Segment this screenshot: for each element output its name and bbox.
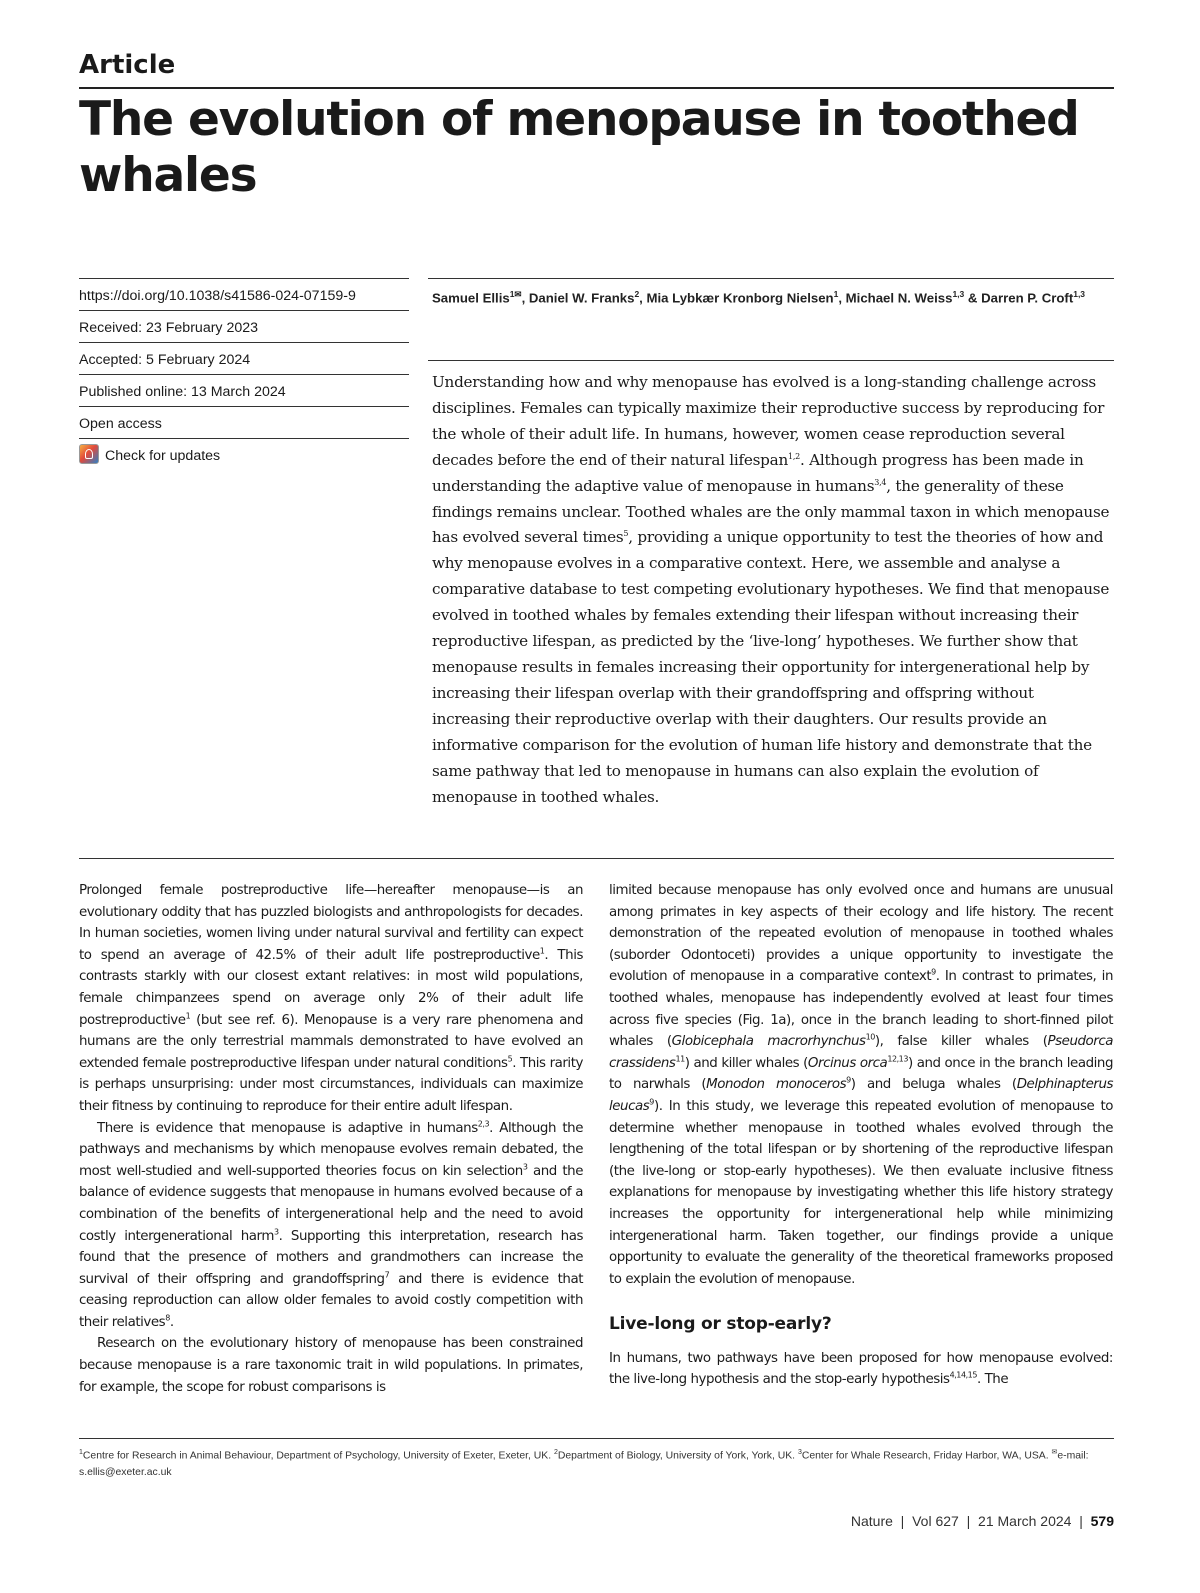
abstract-rule [428, 360, 1114, 361]
article-type-label: Article [79, 50, 176, 80]
text-run: ), false killer whales ( [874, 1034, 1048, 1050]
text-run: . Although progress has been made in understanding the adaptive value of menopause in humans [432, 450, 1084, 495]
text-run: There is evidence that menopause is adaptive in humans [97, 1120, 478, 1136]
author-name: Mia Lybkær Kronborg Nielsen [646, 290, 834, 306]
affiliations-footnote [79, 1444, 1114, 1481]
citation-ref: 1 [79, 1449, 83, 1456]
species-name: Globicephala macrorhynchus [671, 1034, 866, 1050]
text-run: Research on the evolutionary history of menopause has been constrained because menopause is a rare taxonomic trait in wild populations. In primates, for example, the scope for robust comparisons is [79, 1336, 583, 1395]
species-name: Pseudorca crassidens [609, 1034, 1114, 1071]
open-access-label: Open access [79, 416, 162, 432]
author-affiliation: 2 [634, 289, 640, 299]
citation-ref: 1 [539, 946, 545, 956]
citation-ref: 4,14,15 [949, 1371, 977, 1380]
text-run: . The [976, 1372, 1009, 1388]
abstract [432, 370, 1112, 810]
citation-ref: ✉ [1051, 1449, 1058, 1456]
citation-ref: 1 [185, 1011, 191, 1021]
text-run: . This contrasts starkly with our closest extant relatives: in most wild populations, female chimpanzees spend on average only 2% of their adult life postreproductive [79, 947, 583, 1028]
text-run: and there is evidence that ceasing reproduction can allow older females to avoid costly competition with their relatives [79, 1271, 583, 1330]
citation-ref: 5 [623, 529, 629, 539]
text-run: In humans, two pathways have been proposed for how menopause evolved: the live-long hypothesis and the stop-early hypothesis [609, 1350, 1113, 1388]
journal-name: Nature [850, 1513, 893, 1529]
body-paragraph [79, 880, 583, 1118]
author-name: Darren P. Croft [981, 290, 1074, 306]
citation-ref: 11 [675, 1054, 685, 1064]
issue-date: 21 March 2024 [978, 1513, 1072, 1529]
text-run: ) and beluga whales ( [850, 1077, 1017, 1093]
body-rule [79, 858, 1114, 859]
citation-ref: 8 [165, 1313, 170, 1323]
author-affiliation: 1,3 [1073, 289, 1086, 299]
citation-ref: 5 [507, 1054, 513, 1064]
body-column-right [609, 880, 1113, 1391]
author-affiliation: 1,3 [952, 289, 965, 299]
text-run: . Although the pathways and mechanisms by which menopause evolves remain debated, the most well-studied and well-supported theories focus on kin selection [79, 1120, 583, 1179]
text-run: ) and killer whales ( [684, 1055, 808, 1071]
text-run: . In contrast to primates, in toothed whales, menopause has independently evolved at least four times across five species (Fig. 1a), once in the branch leading to short-finned pilot whales ( [609, 969, 1113, 1050]
meta-divider [79, 406, 409, 407]
meta-divider [79, 438, 409, 439]
check-updates-label: Check for updates [105, 448, 221, 464]
citation-ref: 7 [384, 1270, 390, 1280]
received-date: Received: 23 February 2023 [79, 320, 259, 336]
body-paragraph [79, 1118, 583, 1334]
citation-ref: 3 [522, 1162, 528, 1172]
body-paragraph [79, 1333, 583, 1398]
text-run: , the generality of these findings remains unclear. Toothed whales are the only mammal taxon in which menopause has evolved several times [432, 476, 1110, 547]
article-title: The evolution of menopause in toothed whales [79, 92, 1079, 203]
text-run: Department of Biology, University of York, York, UK. [557, 1450, 798, 1462]
crossmark-icon [79, 444, 99, 464]
text-run: and the balance of evidence suggests that menopause in humans evolved because of a combination of the benefits of intergenerational help and the need to avoid costly intergenerational harm [79, 1163, 583, 1244]
accepted-date: Accepted: 5 February 2024 [79, 352, 251, 368]
author-name: Daniel W. Franks [528, 290, 635, 306]
header-rule [79, 87, 1114, 89]
body-paragraph [609, 1348, 1113, 1391]
meta-divider [79, 278, 409, 279]
section-heading: Live-long or stop-early? [609, 1314, 832, 1335]
author-affiliation: 1 [833, 289, 839, 299]
citation-ref: 10 [865, 1032, 875, 1042]
text-run: . [169, 1314, 174, 1330]
body-column-left [79, 880, 583, 1398]
meta-divider [79, 310, 409, 311]
text-run: ). In this study, we leverage this repeated evolution of menopause to determine whether menopause in toothed whales evolved through the lengthening of the total lifespan or by shortening of the reproductive lifespan (the live-long or stop-early hypotheses). We then evaluate inclusive fitness explanations for menopause by investigating whether this life history strategy increases the opportunity for intergenerational help while minimizing intergenerational harm. Taken together, our findings provide a unique opportunity to evaluate the generality of the theoretical frameworks proposed to explain the evolution of menopause. [609, 1098, 1113, 1287]
citation-ref: 2 [553, 1449, 558, 1456]
text-run: limited because menopause has only evolved once and humans are unusual among primates in key aspects of their ecology and life history. The recent demonstration of the repeated evolution of menopause in toothed whales (suborder Odontoceti) provides a unique opportunity to investigate the evolution of menopause in a comparative context [609, 883, 1113, 985]
citation-ref: 9 [649, 1097, 654, 1107]
footnote-rule [79, 1438, 1114, 1439]
text-run: e-mail: s.ellis@exeter.ac.uk [79, 1450, 1089, 1479]
meta-divider [79, 374, 409, 375]
check-updates-button[interactable] [79, 442, 409, 474]
citation-ref: 1,2 [787, 451, 800, 461]
species-name: Delphinapterus leucas [609, 1077, 1114, 1114]
citation-ref: 3,4 [874, 477, 887, 487]
citation-ref: 9 [846, 1075, 851, 1085]
authors-rule [428, 278, 1114, 279]
citation-ref: 12,13 [887, 1054, 908, 1064]
author-name: Samuel Ellis [432, 290, 510, 306]
doi-link[interactable]: https://doi.org/10.1038/s41586-024-07159-9 [79, 288, 356, 304]
citation-ref: 9 [931, 967, 936, 977]
citation-ref: 3 [797, 1449, 802, 1456]
meta-divider [79, 342, 409, 343]
species-name: Orcinus orca [807, 1055, 888, 1071]
text-run: Understanding how and why menopause has evolved is a long-standing challenge across disciplines. Females can typically maximize their reproductive success by reproducing for the whole of their adult life. In humans, however, women cease reproduction several decades before the end of their natural lifespan [432, 373, 1105, 469]
author-name: Michael N. Weiss [845, 290, 953, 306]
author-affiliation: 1✉ [509, 289, 522, 299]
page-footer: Nature | Vol 627 | 21 March 2024 | 579 [850, 1513, 1114, 1529]
text-run: (but see ref. 6). Menopause is a very rare phenomena and humans are the only terrestrial mammals demonstrated to have evolved an extended female postreproductive lifespan under natural conditions [79, 1012, 583, 1071]
text-run: , providing a unique opportunity to test the theories of how and why menopause evolves in a comparative context. Here, we assemble and analyse a comparative database to test competing evolutionary hypotheses. We find that menopause evolved in toothed whales by females extending their lifespan without increasing their reproductive lifespan, as predicted by the ‘live-long’ hypotheses. We further show that menopause results in females increasing their opportunity for intergenerational help by increasing their lifespan overlap with their grandoffspring and offspring without increasing their reproductive overlap with their daughters. Our results provide an informative comparison for the evolution of human life history and demonstrate that the same pathway that led to menopause in humans can also explain the evolution of menopause in toothed whales. [432, 528, 1110, 806]
citation-ref: 2,3 [477, 1119, 490, 1129]
body-paragraph [609, 880, 1113, 1290]
text-run: . This rarity is perhaps unsurprising: under most circumstances, individuals can maximize their fitness by continuing to reproduce for their entire adult lifespan. [79, 1055, 583, 1114]
page-number: 579 [1090, 1513, 1114, 1529]
citation-ref: 3 [273, 1227, 279, 1237]
volume: Vol 627 [912, 1513, 959, 1529]
text-run: Centre for Research in Animal Behaviour, Department of Psychology, University of Exeter, Exeter, UK. [82, 1450, 554, 1462]
published-date: Published online: 13 March 2024 [79, 384, 286, 400]
text-run: Prolonged female postreproductive life—hereafter menopause—is an evolutionary oddity that has puzzled biologists and anthropologists for decades. In human societies, women living under natural survival and fertility can expect to spend an average of 42.5% of their adult life postreproductive [79, 883, 583, 963]
text-run: ) and once in the branch leading to narwhals ( [609, 1055, 1113, 1093]
species-name: Monodon monoceros [706, 1077, 847, 1093]
text-run: . Supporting this interpretation, research has found that the presence of mothers and grandmothers can increase the survival of their offspring and grandoffspring [79, 1228, 583, 1287]
author-list: Samuel Ellis$^{1✉}$, Daniel W. Franks$^2$, Mia Lybkær Kronborg Nielsen$^1$, Michael N. Weiss$^{1,3}$ & Darren P. Croft$^{1,3}$ [432, 289, 1086, 306]
text-run: Center for Whale Research, Friday Harbor, WA, USA. [801, 1450, 1052, 1462]
